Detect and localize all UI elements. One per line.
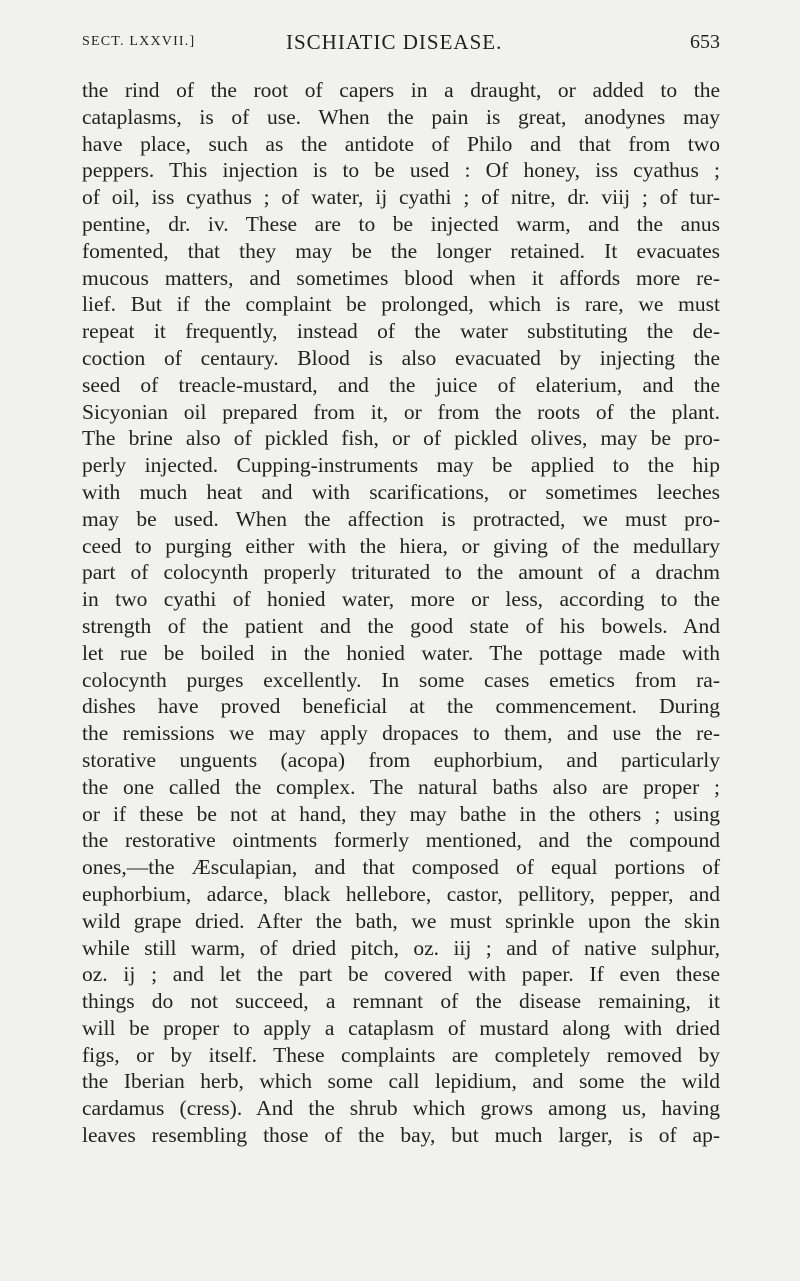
text-line: mucous matters, and sometimes blood when it affords more re-	[82, 265, 720, 290]
text-line: colocynth purges excellently. In some cases emetics from ra-	[82, 667, 720, 692]
text-line: the restorative ointments formerly mentioned, and the compound	[82, 828, 720, 853]
text-line: pentine, dr. iv. These are to be injected warm, and the anus	[82, 211, 720, 236]
text-line: figs, or by itself. These complaints are completely removed by	[82, 1042, 720, 1067]
text-line: let rue be boiled in the honied water. The pottage made with	[82, 640, 720, 665]
text-line: have place, such as the antidote of Philo and that from two	[82, 131, 720, 156]
text-line: storative unguents (acopa) from euphorbium, and particularly	[82, 747, 720, 772]
text-line: perly injected. Cupping-instruments may be applied to the hip	[82, 453, 720, 478]
text-line: dishes have proved beneficial at the commencement. During	[82, 694, 720, 719]
text-line: peppers. This injection is to be used : Of honey, iss cyathus ;	[82, 158, 720, 183]
text-line: the remissions we may apply dropaces to them, and use the re-	[82, 721, 720, 746]
page-title: ISCHIATIC DISEASE.	[286, 30, 503, 54]
text-line: cardamus (cress). And the shrub which grows among us, having	[82, 1096, 720, 1121]
text-line: in two cyathi of honied water, more or less, according to the	[82, 587, 720, 612]
text-line: lief. But if the complaint be prolonged, which is rare, we must	[82, 292, 720, 317]
text-line: part of colocynth properly triturated to the amount of a drachm	[82, 560, 720, 585]
text-line: Sicyonian oil prepared from it, or from the roots of the plant.	[82, 399, 720, 424]
text-line: leaves resembling those of the bay, but much larger, is of ap-	[82, 1123, 720, 1148]
text-line: coction of centaury. Blood is also evacuated by injecting the	[82, 345, 720, 370]
text-line: strength of the patient and the good state of his bowels. And	[82, 613, 720, 638]
text-line: repeat it frequently, instead of the water substituting the de-	[82, 319, 720, 344]
text-line: cataplasms, is of use. When the pain is great, anodynes may	[82, 104, 720, 129]
text-line: of oil, iss cyathus ; of water, ij cyathi ; of nitre, dr. viij ; of tur-	[82, 185, 720, 210]
section-label: SECT. LXXVII.]	[82, 34, 196, 49]
text-line: the Iberian herb, which some call lepidium, and some the wild	[82, 1069, 720, 1094]
text-line: ceed to purging either with the hiera, or giving of the medullary	[82, 533, 720, 558]
text-line: seed of treacle-mustard, and the juice of elaterium, and the	[82, 372, 720, 397]
page-number: 653	[690, 31, 720, 53]
text-line: will be proper to apply a cataplasm of mustard along with dried	[82, 1015, 720, 1040]
text-line: euphorbium, adarce, black hellebore, castor, pellitory, pepper, and	[82, 881, 720, 906]
text-line: the one called the complex. The natural baths also are proper ;	[82, 774, 720, 799]
text-line: wild grape dried. After the bath, we must sprinkle upon the skin	[82, 908, 720, 933]
running-head	[82, 30, 720, 54]
text-line: oz. ij ; and let the part be covered with paper. If even these	[82, 962, 720, 987]
text-line: or if these be not at hand, they may bathe in the others ; using	[82, 801, 720, 826]
body-text	[82, 77, 720, 1149]
text-line: may be used. When the affection is protracted, we must pro-	[82, 506, 720, 531]
text-line: things do not succeed, a remnant of the disease remaining, it	[82, 989, 720, 1014]
text-line: the rind of the root of capers in a draught, or added to the	[82, 78, 720, 102]
text-line: with much heat and with scarifications, or sometimes leeches	[82, 479, 720, 504]
text-line: while still warm, of dried pitch, oz. iij ; and of native sulphur,	[82, 935, 720, 960]
text-line: The brine also of pickled fish, or of pickled olives, may be pro-	[82, 426, 720, 451]
text-line: ones,—the Æsculapian, and that composed of equal portions of	[82, 855, 720, 880]
text-line: fomented, that they may be the longer retained. It evacuates	[82, 238, 720, 263]
